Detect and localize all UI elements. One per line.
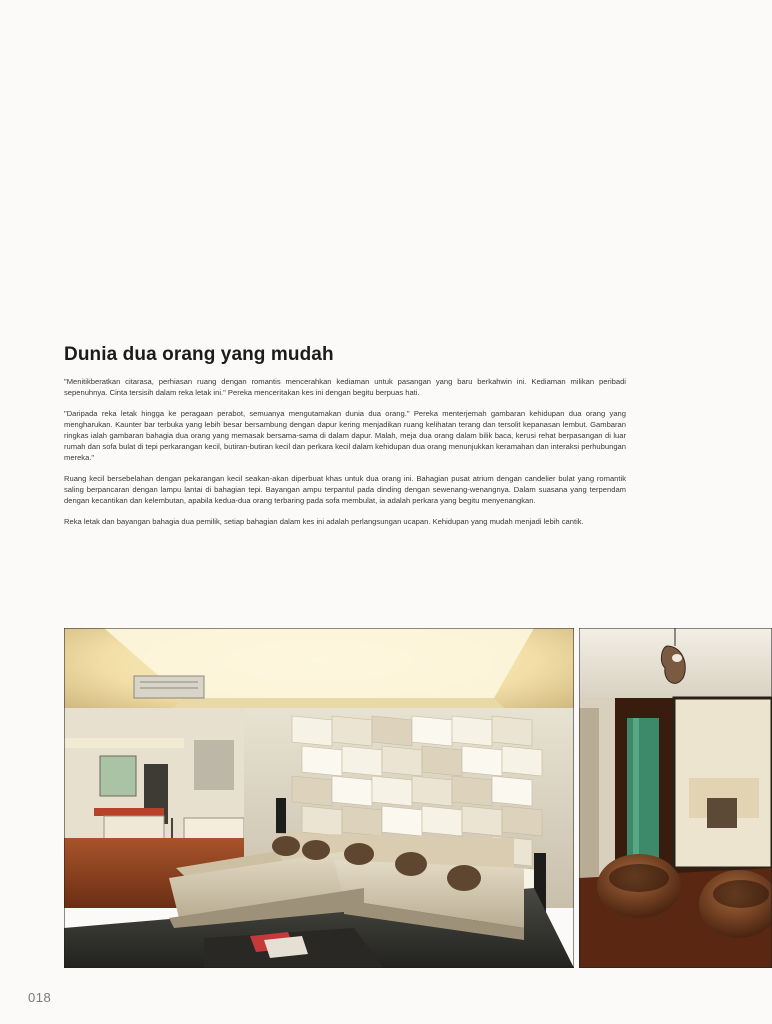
wall-tile	[292, 716, 332, 746]
article-body	[64, 376, 626, 537]
wall-tile	[462, 746, 502, 776]
atrium-photo	[579, 628, 772, 968]
atrium-illustration	[579, 628, 772, 968]
wall-tile	[422, 746, 462, 776]
wall-tile	[342, 746, 382, 776]
wall-tile	[342, 806, 382, 836]
wall-tile	[292, 776, 332, 806]
wall-tile	[462, 806, 502, 836]
wall-tile	[372, 716, 412, 746]
wall-tile	[452, 776, 492, 806]
wall-tile	[332, 776, 372, 806]
paragraph-4: Reka letak dan bayangan bahagia dua pemilik, setiap bahagian dalam kes ini adalah perlangsungan ucapan. Kehidupan yang mudah menjadi lebih cantik.	[64, 517, 584, 526]
wall-tile	[332, 716, 372, 746]
paragraph-1: "Menitikberatkan citarasa, perhiasan ruang dengan romantis mencerahkan kediaman untuk pasangan yang baru berkahwin ini. Kediaman milikan peribadi sepenuhnya. Cinta tersisih dalam reka letak ini." Pereka menceritakan kes ini dengan begitu berpuas hati.	[64, 377, 626, 397]
wall-tile	[492, 716, 532, 746]
wall-tile	[422, 806, 462, 836]
living-room-illustration	[64, 628, 574, 968]
wall-tile	[502, 806, 542, 836]
paragraph-3: Ruang kecil bersebelahan dengan pekarangan kecil seakan-akan diperbuat khas untuk dua orang ini. Bahagian pusat atrium dengan candelier bulat yang romantik saling berpancaran dengan lampu lantai di bahagian tepi. Bayangan ampu terpantul pada dinding dengan sewenang-wenangnya. Dalam suasana yang terpendam dengan kecantikan dan kelembutan, apabila kedua-dua orang terbaring pada sofa membulat, ia adalah perkara yang begitu menyenangkan.	[64, 474, 626, 505]
living-room-photo	[64, 628, 574, 968]
wall-tile	[452, 716, 492, 746]
paragraph-2: "Daripada reka letak hingga ke peragaan perabot, semuanya mengutamakan dunia dua orang." Pereka menterjemah gambaran kehidupan dua orang yang mengharukan. Kaunter bar terbuka yang lebih besar bersambung dengan dapur kering menjadikan ruang kelihatan terang dan tersolit kepanasan lembut. Gambaran ringkas ialah gambaran bahagia dua orang yang memasak bersama-sama di dalam dapur. Malah, meja dua orang dalam bilik baca, kerusi rehat berpasangan di luar rumah dan sofa bulat di tepi perkarangan kecil, butiran-butiran kecil dan perkara kecil dalam kehidupan dua orang menunjukkan keramahan dan interaksi perhubungan mereka."	[64, 409, 626, 462]
wall-tile	[302, 746, 342, 776]
wall-tile	[382, 746, 422, 776]
article-title: Dunia dua orang yang mudah	[64, 344, 334, 365]
wall-tile	[382, 806, 422, 836]
page-number: 018	[28, 990, 52, 1005]
wall-tile	[412, 776, 452, 806]
wall-tile	[412, 716, 452, 746]
wall-tile	[302, 806, 342, 836]
wall-tile	[502, 746, 542, 776]
wall-tile	[492, 776, 532, 806]
wall-tile	[372, 776, 412, 806]
